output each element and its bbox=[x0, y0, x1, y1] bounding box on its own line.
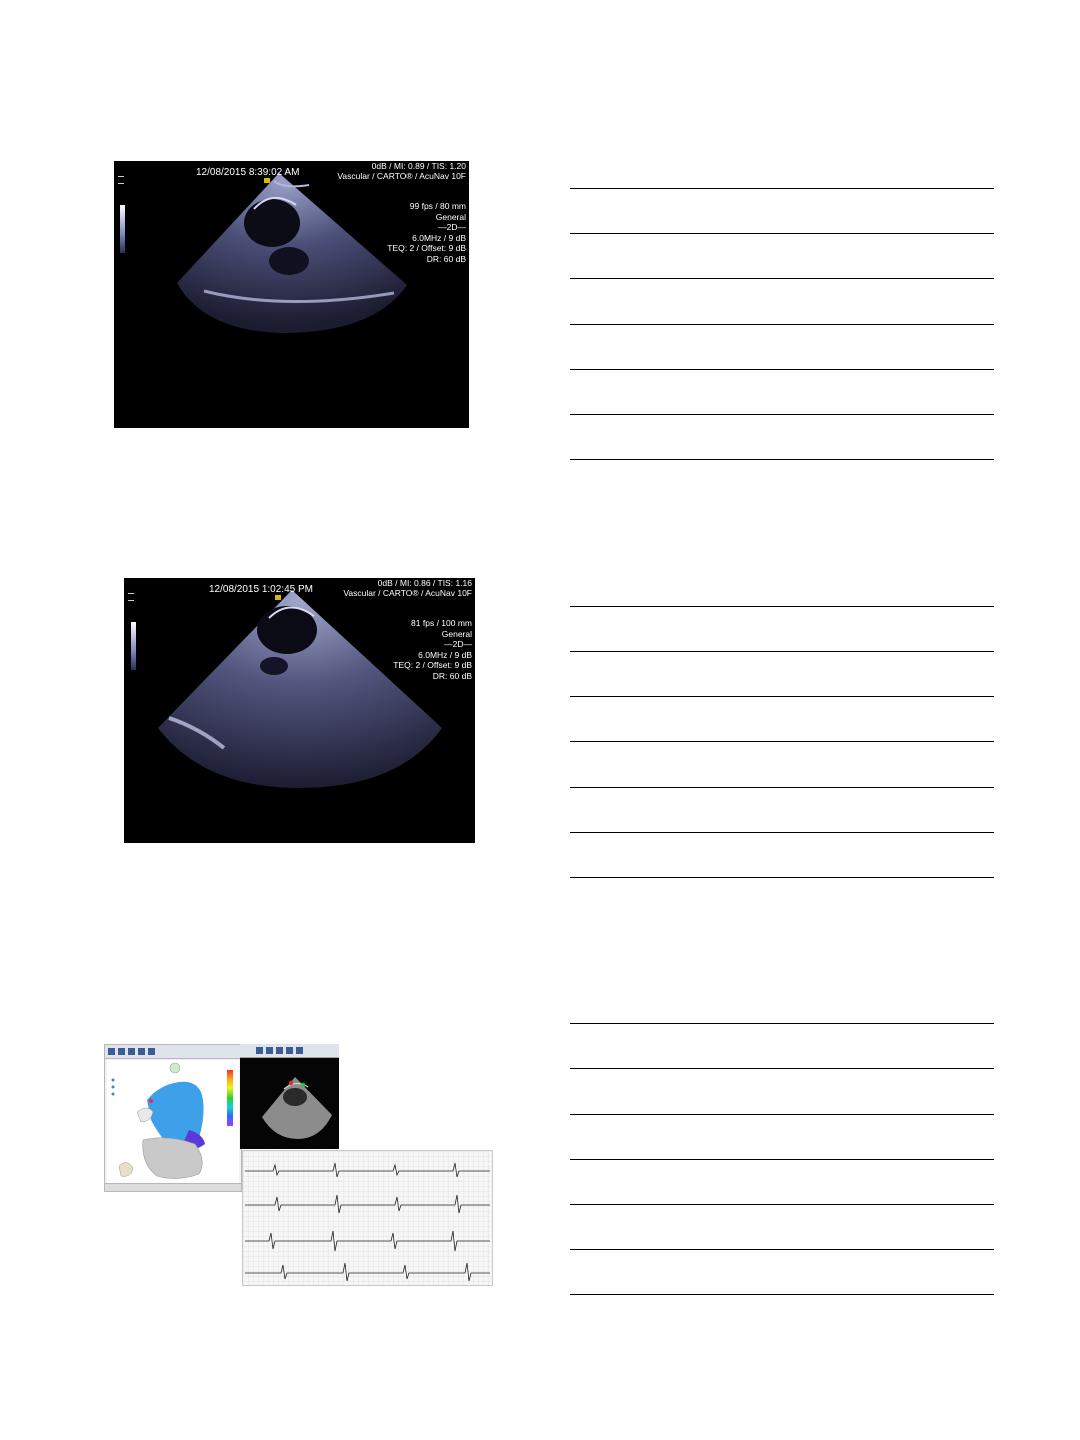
note-line[interactable] bbox=[570, 606, 994, 607]
note-line[interactable] bbox=[570, 741, 994, 742]
menu-glyph-icon bbox=[118, 176, 124, 184]
note-line[interactable] bbox=[570, 459, 994, 460]
ultrasound-params bbox=[387, 201, 466, 264]
param-line: DR: 60 dB bbox=[426, 253, 466, 264]
note-line[interactable] bbox=[570, 696, 994, 697]
toolbar-button-icon bbox=[148, 1048, 155, 1055]
param-line: DR: 60 dB bbox=[432, 670, 472, 681]
ultrasound-timestamp: 12/08/2015 1:02:45 PM bbox=[209, 584, 313, 595]
carto-3d-canvas[interactable] bbox=[107, 1060, 239, 1183]
carto-map-window bbox=[104, 1044, 242, 1192]
param-line: 99 fps / 80 mm bbox=[409, 201, 466, 211]
toolbar-button-icon bbox=[118, 1048, 125, 1055]
ultrasound-header bbox=[343, 578, 472, 598]
orientation-marker-icon bbox=[264, 178, 270, 183]
note-line[interactable] bbox=[570, 233, 994, 234]
ecg-12-lead-strip bbox=[242, 1150, 493, 1286]
note-line[interactable] bbox=[570, 188, 994, 189]
note-line[interactable] bbox=[570, 1068, 994, 1069]
note-line[interactable] bbox=[570, 369, 994, 370]
note-line[interactable] bbox=[570, 1249, 994, 1250]
menu-glyph-icon bbox=[128, 593, 134, 601]
toolbar-button-icon bbox=[276, 1047, 283, 1054]
ultrasound-slide-1 bbox=[114, 161, 469, 428]
param-line: —2D— bbox=[444, 639, 472, 649]
param-line: TEQ: 2 / Offset: 9 dB bbox=[393, 660, 472, 670]
header-line-1: 0dB / MI: 0.86 / TIS: 1.16 bbox=[377, 578, 472, 588]
toolbar-button-icon bbox=[128, 1048, 135, 1055]
ultrasound-header bbox=[337, 161, 466, 181]
param-line: —2D— bbox=[438, 222, 466, 232]
toolbar-button-icon bbox=[296, 1047, 303, 1054]
note-line[interactable] bbox=[570, 651, 994, 652]
param-line: General bbox=[435, 211, 466, 222]
param-line: TEQ: 2 / Offset: 9 dB bbox=[387, 243, 466, 253]
ice-ultrasound-window bbox=[240, 1044, 339, 1149]
toolbar-button-icon bbox=[286, 1047, 293, 1054]
note-line[interactable] bbox=[570, 877, 994, 878]
grayscale-bar-icon bbox=[131, 622, 136, 670]
note-line[interactable] bbox=[570, 278, 994, 279]
ice-toolbar bbox=[240, 1044, 339, 1058]
toolbar-button-icon bbox=[266, 1047, 273, 1054]
param-line: 6.0MHz / 9 dB bbox=[418, 649, 472, 660]
ice-sector-image bbox=[240, 1057, 339, 1149]
note-line[interactable] bbox=[570, 414, 994, 415]
note-line[interactable] bbox=[570, 324, 994, 325]
note-line[interactable] bbox=[570, 787, 994, 788]
param-line: General bbox=[441, 628, 472, 639]
carto-status-bar bbox=[105, 1183, 241, 1191]
param-line: 6.0MHz / 9 dB bbox=[412, 232, 466, 243]
orientation-marker-icon bbox=[275, 595, 281, 600]
header-line-2: Vascular / CARTO® / AcuNav 10F bbox=[337, 171, 466, 181]
ecg-trace bbox=[243, 1151, 492, 1285]
note-line[interactable] bbox=[570, 1114, 994, 1115]
note-line[interactable] bbox=[570, 1159, 994, 1160]
note-line[interactable] bbox=[570, 832, 994, 833]
toolbar-button-icon bbox=[108, 1048, 115, 1055]
header-line-2: Vascular / CARTO® / AcuNav 10F bbox=[343, 588, 472, 598]
heart-map-render bbox=[107, 1060, 239, 1183]
toolbar-button-icon bbox=[138, 1048, 145, 1055]
note-line[interactable] bbox=[570, 1294, 994, 1295]
param-line: 81 fps / 100 mm bbox=[411, 618, 472, 628]
ultrasound-slide-2 bbox=[124, 578, 475, 843]
toolbar-button-icon bbox=[256, 1047, 263, 1054]
ultrasound-params bbox=[393, 618, 472, 681]
carto-toolbar bbox=[105, 1045, 241, 1059]
color-scale-icon bbox=[227, 1070, 233, 1126]
note-line[interactable] bbox=[570, 1023, 994, 1024]
header-line-1: 0dB / MI: 0.89 / TIS: 1.20 bbox=[371, 161, 466, 171]
note-line[interactable] bbox=[570, 1204, 994, 1205]
ultrasound-timestamp: 12/08/2015 8:39:02 AM bbox=[196, 167, 300, 178]
grayscale-bar-icon bbox=[120, 205, 125, 253]
